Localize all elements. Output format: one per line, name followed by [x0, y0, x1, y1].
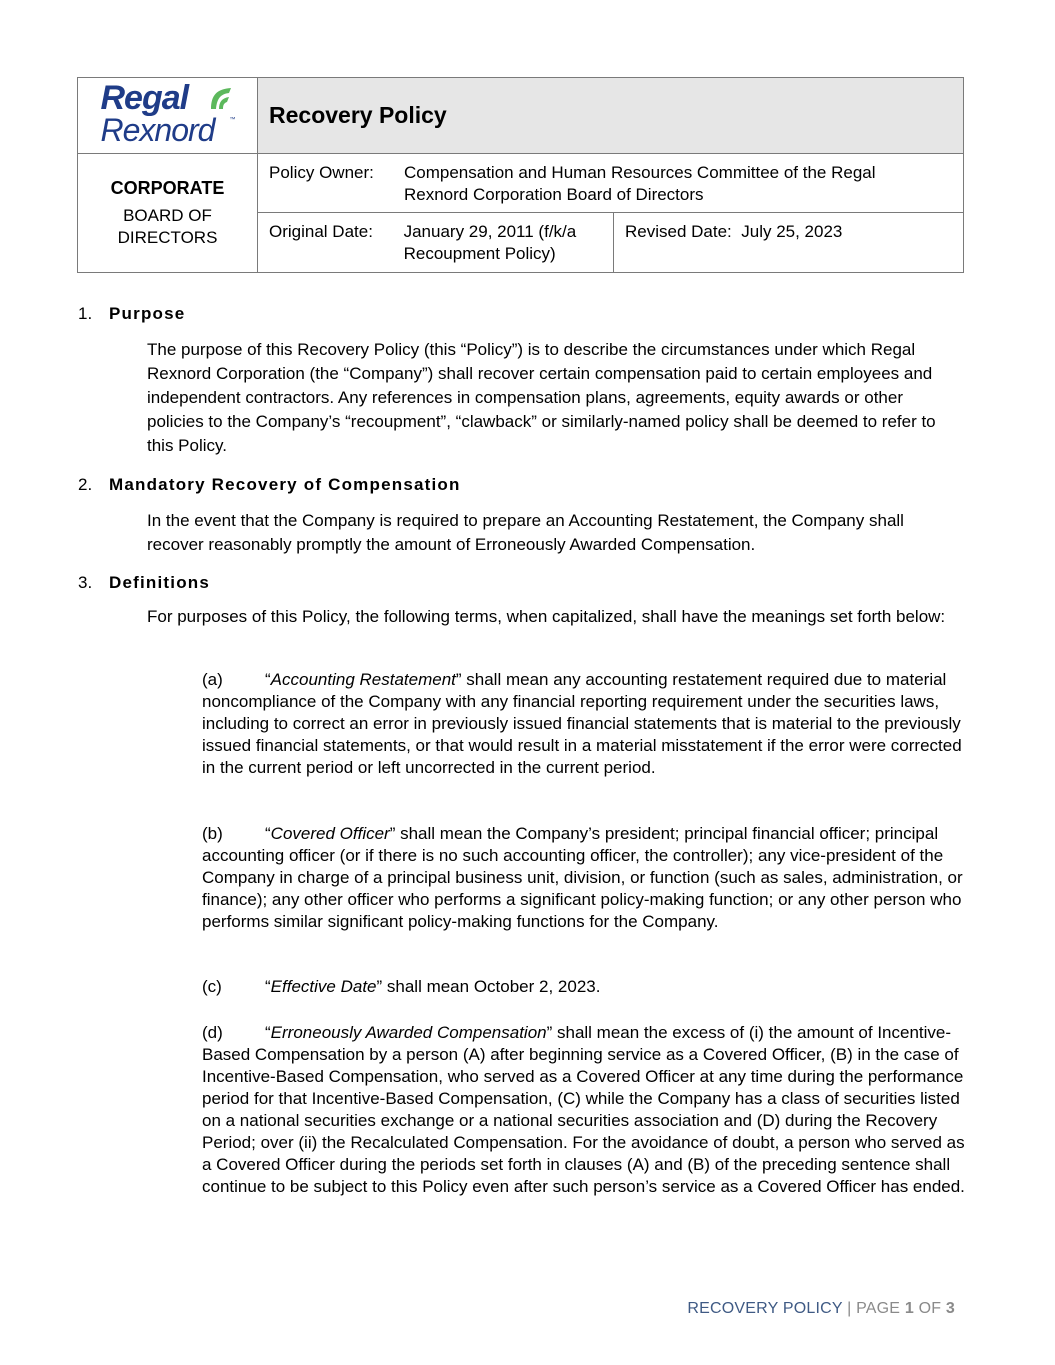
board-label-line2: DIRECTORS — [117, 227, 218, 247]
definition-text: ” shall mean the Company’s president; principal financial officer; principal accounting officer (or if there is no such accounting officer, the controller); any vice-president of the Company in charge of a principal business unit, division, or function (such as sales, administration, or finance); any other officer who performs a significant policy-making function; or any other person who performs similar significant policy-making functions for the Company. — [202, 824, 963, 931]
page-footer — [687, 1300, 955, 1318]
definition-erroneously-awarded-compensation: (d) “Erroneously Awarded Compensation” shall mean the excess of (i) the amount of Incentive-Based Compensation by a person (A) after beginning service as a Covered Officer, (B) in the case of Incentive-Based Compensation, who served as a Covered Officer at any time during the performance period for that Incentive-Based Compensation, (C) while the Company has a class of securities listed on a national securities exchange or a national securities association and (D) during the Recovery Period; over (ii) the Recalculated Compensation. For the avoidance of doubt, a person who served as a Covered Officer during the periods set forth in clauses (A) and (B) of the preceding sentence shall continue to be subject to this Policy even after such person’s service as a Covered Officer has ended. — [202, 1023, 965, 1196]
policy-owner-label: Policy Owner: — [269, 163, 374, 182]
revised-date-label: Revised Date: — [625, 222, 732, 241]
page-title: Recovery Policy — [269, 102, 447, 128]
definitions-intro-paragraph: For purposes of this Policy, the following terms, when capitalized, shall have the meanings set forth below: — [147, 607, 946, 626]
footer-doc-name: RECOVERY POLICY — [687, 1300, 843, 1317]
definition-term: Erroneously Awarded Compensation — [270, 1023, 547, 1042]
definition-term: Effective Date — [270, 977, 377, 996]
definition-covered-officer: (b) “Covered Officer” shall mean the Company’s president; principal financial officer; principal accounting officer (or if there is no such accounting officer, the controller); any vice-president of the Company in charge of a principal business unit, division, or function (such as sales, administration, or finance); any other officer who performs a significant policy-making function; or any other person who performs similar significant policy-making functions for the Company. — [202, 824, 963, 931]
regal-rexnord-logo — [101, 81, 235, 147]
definition-text: ” shall mean any accounting restatement required due to material noncompliance of the Company with any financial reporting requirement under the securities laws, including to correct an error in previously issued financial statements that is material to the previously issued financial statements, or that would result in a material misstatement if the error were corrected in the current period or left uncorrected in the current period. — [202, 670, 962, 777]
definition-term: Accounting Restatement — [270, 670, 456, 689]
revised-date-cell — [614, 213, 964, 273]
footer-page-total: 3 — [945, 1300, 955, 1317]
section-purpose-heading — [78, 304, 185, 324]
section-number: 1. — [78, 304, 93, 323]
definition-label: (a) — [202, 670, 223, 689]
mandatory-recovery-paragraph: In the event that the Company is required to prepare an Accounting Restatement, the Company shall recover reasonably promptly the amount of Erroneously Awarded Compensation. — [147, 511, 904, 554]
original-date-label: Original Date: — [269, 222, 373, 241]
purpose-paragraph: The purpose of this Recovery Policy (this “Policy”) is to describe the circumstances under which Regal Rexnord Corporation (the “Company”) shall recover certain compensation paid to certain employees and independent contractors. Any references in compensation plans, agreements, equity awards or other policies to the Company’s “recoupment”, “clawback” or similarly-named policy shall be deemed to refer to this Policy. — [147, 340, 936, 455]
original-date-value: January 29, 2011 (f/k/a Recoupment Policy) — [403, 222, 577, 263]
logo-text-rexnord: Rexnord — [100, 112, 215, 148]
section-title: Definitions — [109, 573, 211, 592]
section-number: 2. — [78, 475, 93, 494]
definition-text: ” shall mean the excess of (i) the amount of Incentive-Based Compensation by a person (A) after beginning service as a Covered Officer, (B) in the case of Incentive-Based Compensation, who served as a Covered Officer at any time during the performance period for that Incentive-Based Compensation, (C) while the Company has a class of securities listed on a national securities exchange or a national securities association and (D) during the Recovery Period; over (ii) the Recalculated Compensation. For the avoidance of doubt, a person who served as a Covered Officer during the periods set forth in clauses (A) and (B) of the preceding sentence shall continue to be subject to this Policy even after such person’s service as a Covered Officer has ended. — [202, 1023, 965, 1196]
policy-owner-cell — [258, 154, 964, 213]
leaf-icon — [207, 85, 233, 111]
logo-text-regal: Regal — [100, 79, 189, 117]
section-title: Purpose — [109, 304, 186, 323]
section-definitions-heading — [78, 573, 210, 593]
logo-trademark: ™ — [229, 117, 236, 123]
logo-cell — [78, 78, 258, 154]
definition-label: (b) — [202, 824, 223, 843]
footer-separator: | — [847, 1300, 852, 1317]
definition-label: (c) — [202, 977, 222, 996]
definition-label: (d) — [202, 1023, 223, 1042]
section-number: 3. — [78, 573, 93, 592]
policy-header-table — [77, 77, 964, 273]
section-title: Mandatory Recovery of Compensation — [109, 475, 461, 494]
policy-owner-value: Compensation and Human Resources Committee of the Regal Rexnord Corporation Board of Directors — [404, 163, 876, 204]
definition-text: ” shall mean October 2, 2023. — [376, 977, 601, 996]
original-date-cell — [258, 213, 614, 273]
section-mandatory-recovery-heading — [78, 475, 461, 495]
definition-term: Covered Officer — [270, 824, 390, 843]
definition-effective-date: (c) “Effective Date” shall mean October 2, 2023. — [202, 977, 601, 996]
revised-date-value: July 25, 2023 — [741, 222, 843, 241]
board-label-line1: BOARD OF — [123, 205, 212, 225]
footer-of-word: OF — [918, 1300, 942, 1317]
corporate-cell — [78, 154, 258, 273]
footer-page-word: PAGE — [856, 1300, 901, 1317]
definition-accounting-restatement: (a) “Accounting Restatement” shall mean any accounting restatement required due to material noncompliance of the Company with any financial reporting requirement under the securities laws, including to correct an error in previously issued financial statements that is material to the previously issued financial statements, or that would result in a material misstatement if the error were corrected in the current period or left uncorrected in the current period. — [202, 670, 962, 777]
footer-page-current: 1 — [904, 1300, 914, 1317]
title-cell — [258, 78, 964, 154]
corporate-label: CORPORATE — [110, 177, 225, 198]
